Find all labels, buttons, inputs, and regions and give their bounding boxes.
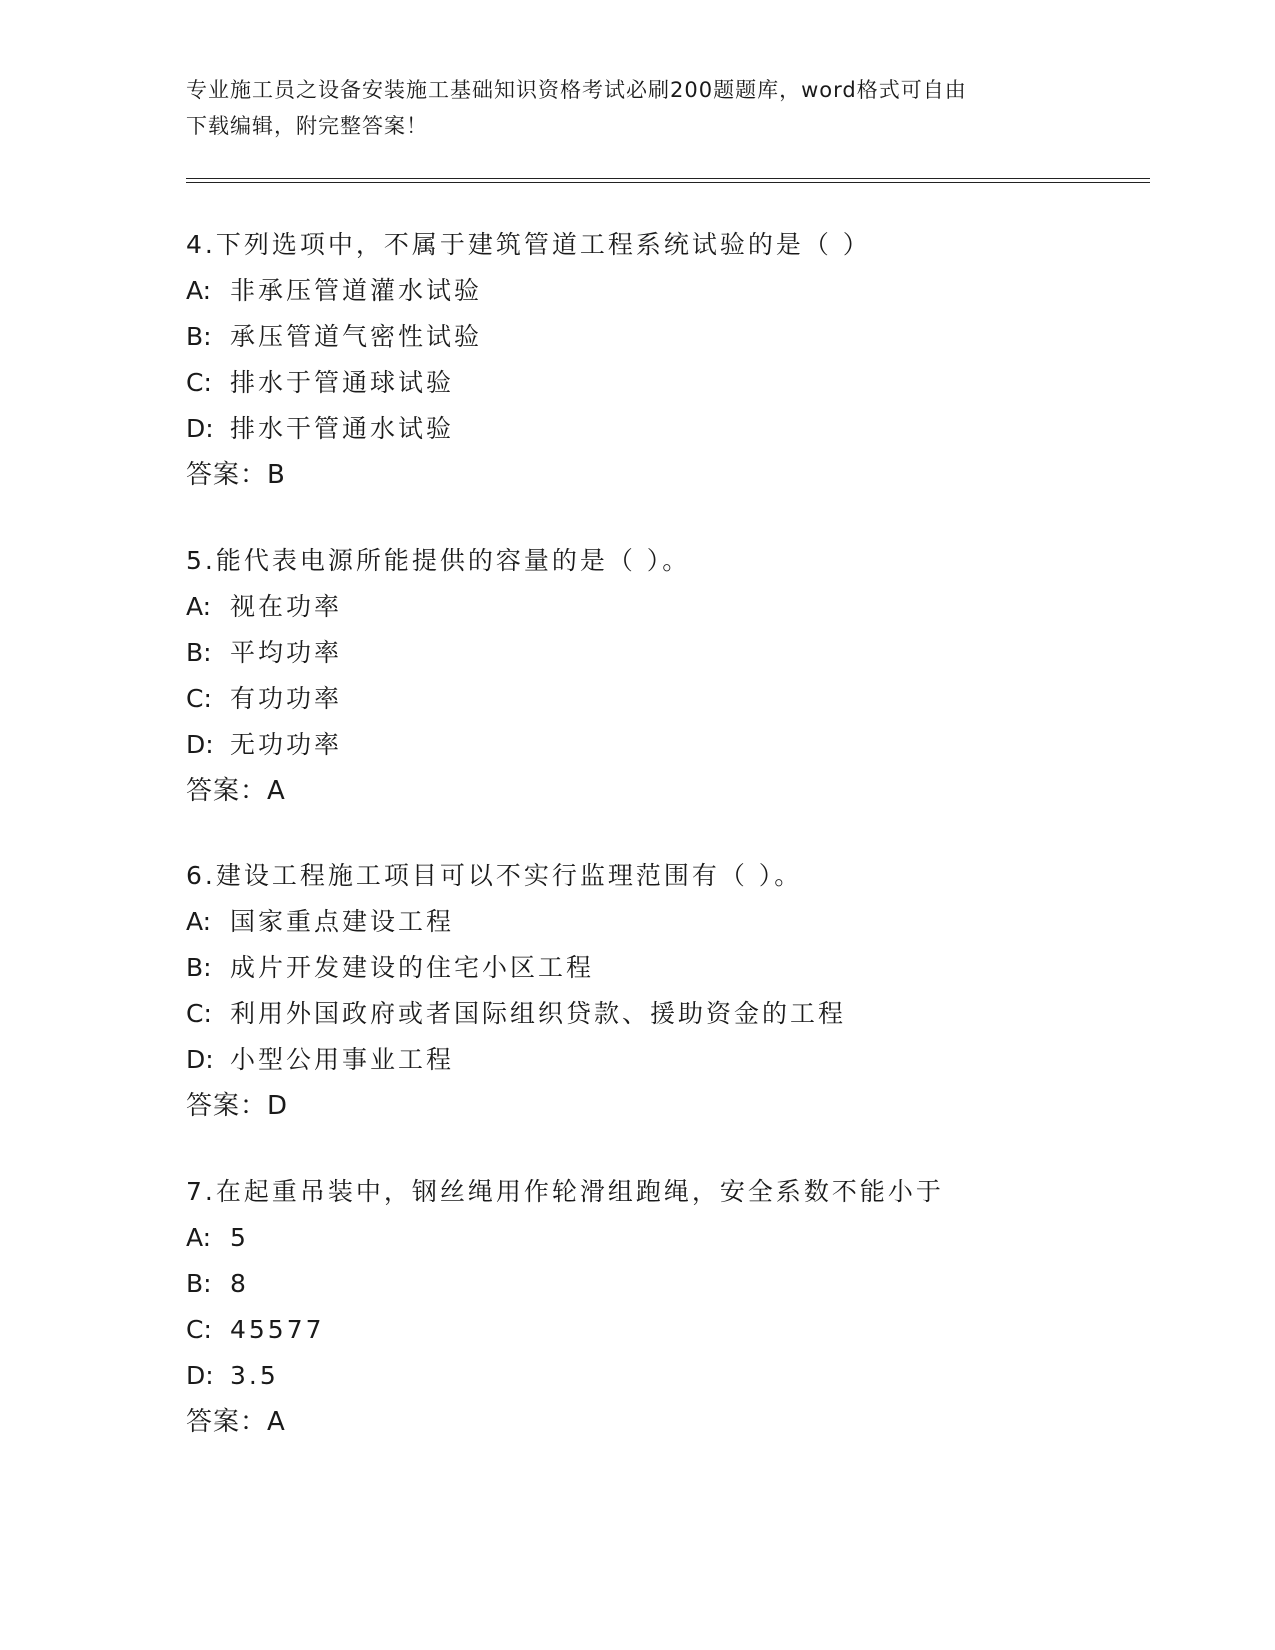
option-letter: C: [186, 368, 212, 397]
option-letter: C: [186, 1315, 212, 1344]
header-line-2: 下载编辑，附完整答案！ [186, 114, 428, 138]
option-letter: B: [186, 953, 212, 982]
option-letter: D: [186, 1361, 214, 1390]
header-divider-bottom [186, 182, 1150, 183]
option-b [186, 630, 1146, 676]
option-d [186, 722, 1146, 768]
option-letter: B: [186, 322, 212, 351]
option-b [186, 1261, 1146, 1307]
option-c [186, 676, 1146, 722]
option-a [186, 268, 1146, 314]
option-letter: C: [186, 999, 212, 1028]
option-text: 国家重点建设工程 [230, 907, 455, 936]
question-block [186, 538, 1146, 814]
option-letter: D: [186, 414, 214, 443]
option-letter: A: [186, 592, 212, 621]
answer-line: 答案：B [186, 460, 286, 490]
option-letter: A: [186, 276, 212, 305]
option-letter: D: [186, 1045, 214, 1074]
option-text: 无功功率 [230, 730, 343, 759]
option-letter: A: [186, 1223, 212, 1252]
question-text: 4.下列选项中，不属于建筑管道工程系统试验的是（ ） [186, 230, 871, 259]
question-block [186, 853, 1146, 1129]
option-b [186, 314, 1146, 360]
option-text: 8 [230, 1269, 249, 1298]
answer-line: 答案：D [186, 1091, 289, 1121]
option-c [186, 1307, 1146, 1353]
option-text: 平均功率 [230, 638, 343, 667]
header-divider-top [186, 178, 1150, 179]
answer-line: 答案：A [186, 776, 286, 806]
option-text: 45577 [230, 1315, 325, 1344]
option-text: 5 [230, 1223, 249, 1252]
option-d [186, 1353, 1146, 1399]
option-text: 非承压管道灌水试验 [230, 276, 483, 305]
option-text: 视在功率 [230, 592, 343, 621]
option-text: 成片开发建设的住宅小区工程 [230, 953, 595, 982]
option-text: 排水于管通球试验 [230, 368, 455, 397]
question-text: 7.在起重吊装中，钢丝绳用作轮滑组跑绳，安全系数不能小于 [186, 1177, 944, 1206]
header-line-1: 专业施工员之设备安装施工基础知识资格考试必刷200题题库，word格式可自由 [186, 78, 967, 102]
question-text: 6.建设工程施工项目可以不实行监理范围有（ ）。 [186, 861, 803, 890]
option-letter: A: [186, 907, 212, 936]
option-d [186, 406, 1146, 452]
question-text: 5.能代表电源所能提供的容量的是（ ）。 [186, 546, 691, 575]
option-letter: C: [186, 684, 212, 713]
option-text: 利用外国政府或者国际组织贷款、援助资金的工程 [230, 999, 847, 1028]
answer-line: 答案：A [186, 1407, 286, 1437]
question-block [186, 1169, 1146, 1445]
option-a [186, 899, 1146, 945]
option-c [186, 360, 1146, 406]
option-text: 3.5 [230, 1361, 279, 1390]
option-a [186, 584, 1146, 630]
option-d [186, 1037, 1146, 1083]
question-block [186, 222, 1146, 498]
option-letter: B: [186, 638, 212, 667]
document-header [186, 72, 1066, 144]
option-text: 排水干管通水试验 [230, 414, 455, 443]
option-a [186, 1215, 1146, 1261]
option-letter: B: [186, 1269, 212, 1298]
option-b [186, 945, 1146, 991]
option-text: 小型公用事业工程 [230, 1045, 455, 1074]
option-c [186, 991, 1146, 1037]
option-text: 承压管道气密性试验 [230, 322, 483, 351]
option-text: 有功功率 [230, 684, 343, 713]
option-letter: D: [186, 730, 214, 759]
